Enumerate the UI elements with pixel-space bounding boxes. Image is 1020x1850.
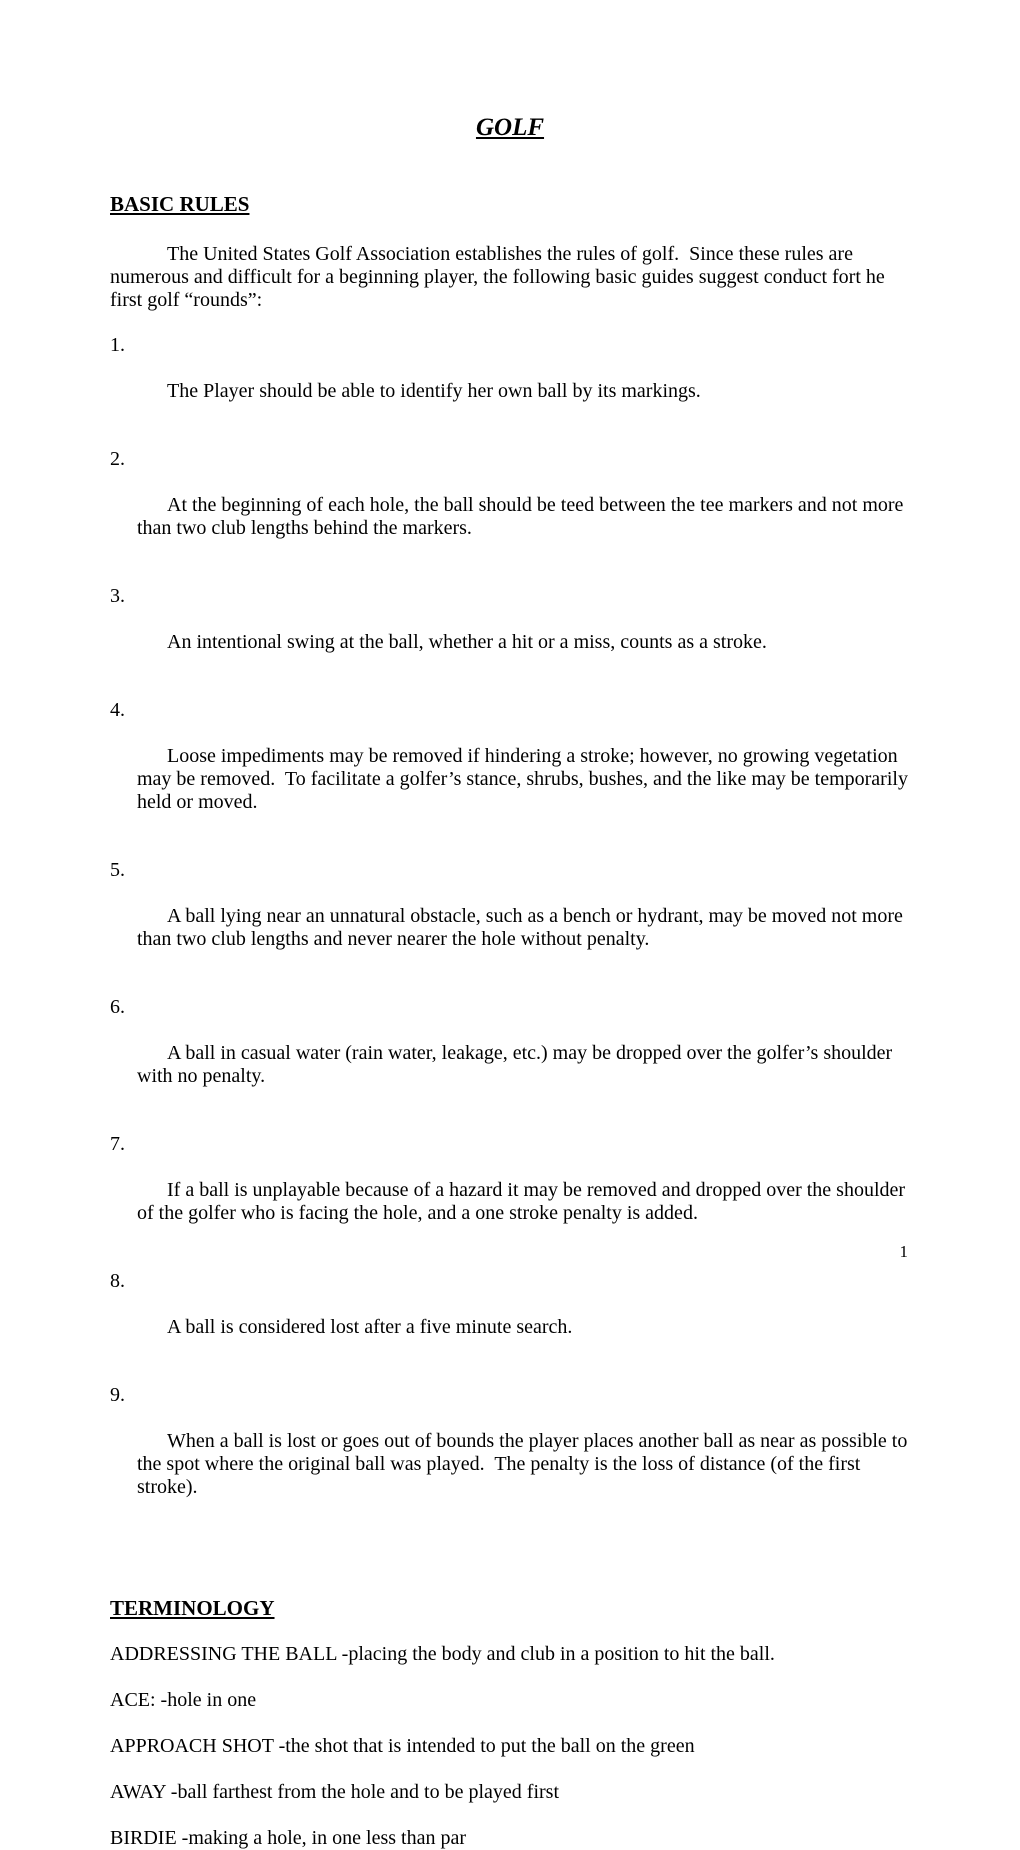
basic-rules-intro-paragraph: The United States Golf Association establishes the rules of golf. Since these rules are numerous and difficult for a beginning player, the following basic guides suggest conduct fort he first golf “rounds”:: [110, 243, 890, 311]
rule-text: An intentional swing at the ball, whether a hit or a miss, counts as a stroke.: [167, 631, 767, 653]
rule-item: [110, 334, 910, 426]
term-definition: BIRDIE -making a hole, in one less than par: [110, 1827, 467, 1849]
rule-number: 3.: [110, 585, 125, 607]
rule-number: 7.: [110, 1133, 125, 1155]
rule-item: [110, 1270, 910, 1362]
rule-item: [110, 699, 913, 837]
rule-item: [110, 1384, 913, 1522]
basic-rules-list: [110, 334, 913, 1522]
page-number: 1: [899, 1242, 908, 1261]
document-title: GOLF: [475, 114, 545, 141]
rule-item: [110, 585, 910, 677]
term-definition: AWAY -ball farthest from the hole and to be played first: [110, 1781, 560, 1803]
rule-number: 9.: [110, 1384, 125, 1406]
rule-item: [110, 448, 910, 563]
rule-text: Loose impediments may be removed if hindering a stroke; however, no growing vegetation may be removed. To facilitate a golfer’s stance, shrubs, bushes, and the like may be temporarily held or moved.: [137, 745, 913, 813]
rule-item: [110, 996, 910, 1111]
rule-number: 6.: [110, 996, 125, 1018]
rule-number: 2.: [110, 448, 125, 470]
rule-text: When a ball is lost or goes out of bounds the player places another ball as near as possible to the spot where the original ball was played. The penalty is the loss of distance (of the first stroke).: [137, 1430, 913, 1498]
term-definition: APPROACH SHOT -the shot that is intended to put the ball on the green: [110, 1735, 695, 1757]
rule-number: 8.: [110, 1270, 125, 1292]
rule-text: If a ball is unplayable because of a hazard it may be removed and dropped over the shoulder of the golfer who is facing the hole, and a one stroke penalty is added.: [137, 1179, 911, 1224]
rule-text: A ball lying near an unnatural obstacle, such as a bench or hydrant, may be moved not more than two club lengths and never nearer the hole without penalty.: [137, 905, 908, 950]
term-definition: ACE: -hole in one: [110, 1689, 257, 1711]
rule-text: At the beginning of each hole, the ball should be teed between the tee markers and not more than two club lengths behind the markers.: [137, 494, 909, 539]
rule-item: [110, 859, 910, 974]
rule-number: 5.: [110, 859, 125, 881]
rule-item: [110, 1133, 910, 1248]
rule-text: The Player should be able to identify her own ball by its markings.: [167, 380, 701, 402]
rule-number: 1.: [110, 334, 125, 356]
rule-text: A ball in casual water (rain water, leakage, etc.) may be dropped over the golfer’s shoulder with no penalty.: [137, 1042, 898, 1087]
rule-text: A ball is considered lost after a five minute search.: [167, 1316, 573, 1338]
section-heading-basic-rules: BASIC RULES: [110, 192, 250, 216]
rule-number: 4.: [110, 699, 125, 721]
term-definition: ADDRESSING THE BALL -placing the body and club in a position to hit the ball.: [110, 1643, 775, 1665]
section-heading-terminology: TERMINOLOGY: [110, 1596, 275, 1620]
